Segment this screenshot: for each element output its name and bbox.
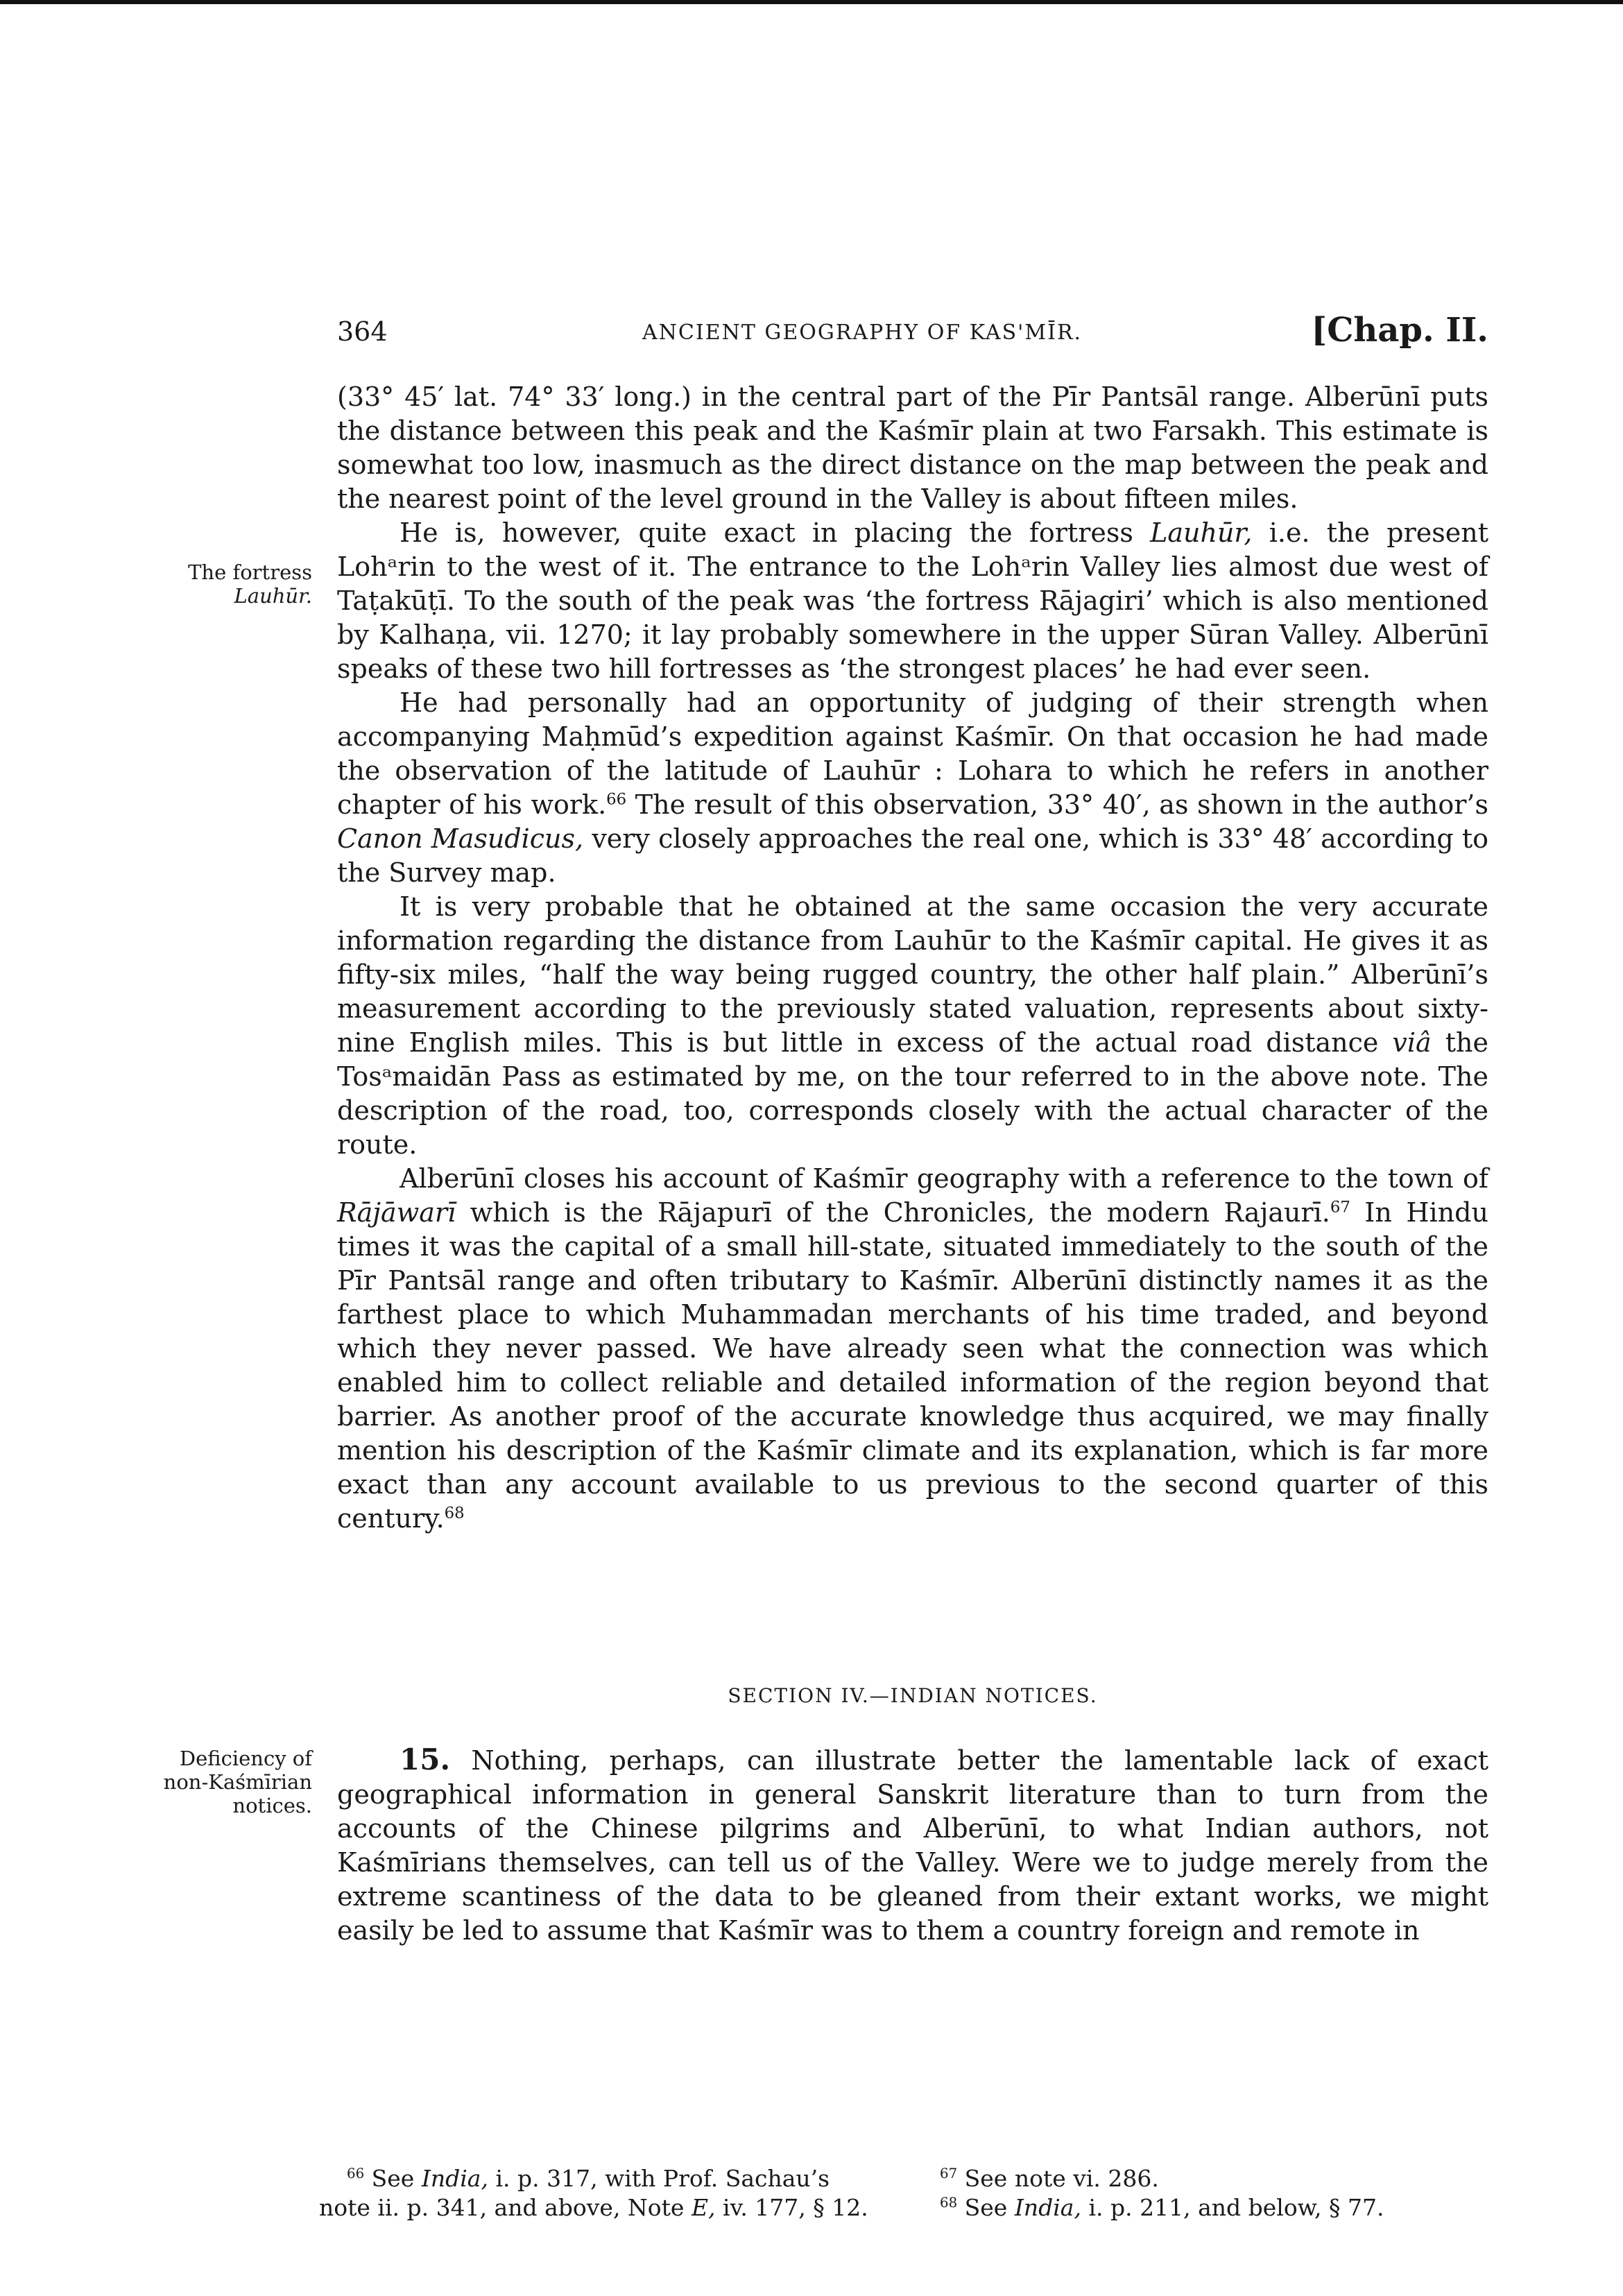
paragraph-number: 15.: [400, 1742, 451, 1776]
text-run: which is the Rājapurī of the Chronicles, the modern Rajaurī.: [456, 1197, 1330, 1228]
text-run: i. p. 211, and below, § 77.: [1081, 2194, 1384, 2221]
section-text: [337, 1742, 1488, 1948]
margin-note-line: The fortress: [188, 560, 312, 584]
footnote-line: [347, 2164, 916, 2193]
margin-note-line: Deficiency of: [179, 1747, 312, 1770]
text-run: See note vi. 286.: [957, 2165, 1159, 2192]
main-text: [337, 380, 1488, 1536]
margin-note-line: [83, 584, 312, 608]
emphasis: Rājāwarī: [337, 1197, 456, 1228]
footnote-number: 66: [347, 2166, 365, 2182]
paragraph-5: [337, 1162, 1488, 1536]
text-run: iv. 177, § 12.: [715, 2194, 868, 2221]
footnote-line: [319, 2193, 916, 2222]
text-run: See: [364, 2165, 422, 2192]
margin-note-emphasis: Lauhūr.: [234, 584, 312, 608]
footnote-ref: 66: [606, 790, 627, 809]
emphasis: Lauhūr,: [1150, 517, 1253, 548]
text-run: The result of this observation, 33° 40′, as shown in the author’s: [626, 789, 1488, 820]
footnote-number: 67: [940, 2166, 958, 2182]
emphasis: E,: [691, 2194, 716, 2221]
text-run: See: [957, 2194, 1015, 2221]
text-run: i. p. 317, with Prof. Sachau’s: [488, 2165, 830, 2192]
margin-note-line: notices.: [232, 1794, 312, 1817]
footnote-67: [940, 2164, 1509, 2193]
text-run: very closely approaches the real one, which is 33° 48′ according to the Survey map.: [337, 823, 1488, 888]
footnote-ref: 67: [1330, 1198, 1350, 1217]
page-header: [337, 311, 1488, 359]
text-run: note ii. p. 341, and above, Note: [319, 2194, 692, 2221]
paragraph-2: [337, 516, 1488, 686]
paragraph-3: [337, 686, 1488, 890]
footnote-67-68: [940, 2164, 1509, 2222]
text-run: He is, however, quite exact in placing the fortress: [400, 517, 1151, 548]
emphasis: India,: [421, 2165, 488, 2192]
emphasis: Canon Masudicus,: [337, 823, 584, 854]
top-border-rule: [0, 0, 1623, 4]
chapter-label: [Chap. II.: [1311, 311, 1488, 350]
page-number: 364: [337, 316, 388, 347]
paragraph-15: [337, 1742, 1488, 1948]
emphasis: viâ: [1392, 1027, 1432, 1058]
footnote-number: 68: [940, 2195, 958, 2211]
running-title: ANCIENT GEOGRAPHY OF KAS'MĪR.: [642, 320, 1083, 345]
text-run: He had personally had an opportunity of judging of their strength when accompanying Maḥmūd’s expedition against Kaśmīr. On that occasion he had made the observation of the latitude of Lauhūr : Lohara to which he refers in another chapter of his work.: [337, 687, 1488, 820]
emphasis: India,: [1014, 2194, 1081, 2221]
text-run: the Tosᵃmaidān Pass as estimated by me, on the tour referred to in the above note. The description of the road, too, corresponds closely with the actual character of the route.: [337, 1027, 1488, 1160]
margin-note-fortress: [83, 560, 312, 608]
margin-note-line: non-Kaśmīrian: [163, 1770, 312, 1794]
footnote-66: [319, 2164, 916, 2222]
text-run: i.e. the present Lohᵃrin to the west of it. The entrance to the Lohᵃrin Valley lies almost due west of Taṭakūṭī. To the south of the peak was ‘the fortress Rājagiri’ which is also mentioned by Kalhaṇa, vii. 1270; it lay probably somewhere in the upper Sūran Valley. Alberūnī speaks of these two hill fortresses as ‘the strongest places’ he had ever seen.: [337, 517, 1488, 684]
text-run: Alberūnī closes his account of Kaśmīr geography with a reference to the town of: [400, 1163, 1488, 1194]
margin-note-deficiency: [83, 1747, 312, 1817]
paragraph-4: [337, 890, 1488, 1162]
text-run: It is very probable that he obtained at the same occasion the very accurate information regarding the distance from Lauhūr to the Kaśmīr capital. He gives it as fifty-six miles, “half the way being rugged country, the other half plain.” Alberūnī’s measurement according to the previously stated valuation, represents about sixty-nine English miles. This is but little in excess of the actual road distance: [337, 891, 1488, 1058]
text-run: Nothing, perhaps, can illustrate better the lamentable lack of exact geographical information in general Sanskrit literature than to turn from the accounts of the Chinese pilgrims and Alberūnī, to what Indian authors, not Kaśmīrians themselves, can tell us of the Valley. Were we to judge merely from the extreme scantiness of the data to be gleaned from their extant works, we might easily be led to assume that Kaśmīr was to them a country foreign and remote in: [337, 1745, 1488, 1946]
footnote-68: [940, 2193, 1509, 2222]
footnote-ref: 68: [444, 1504, 465, 1523]
text-run: In Hindu times it was the capital of a small hill-state, situated immediately to the south of the Pīr Pantsāl range and often tributary to Kaśmīr. Alberūnī distinctly names it as the farthest place to which Muhammadan merchants of his time traded, and beyond which they never passed. We have already seen what the connection was which enabled him to collect reliable and detailed information of the region beyond that barrier. As another proof of the accurate knowledge thus acquired, we may finally mention his description of the Kaśmīr climate and its explanation, which is far more exact than any account available to us previous to the second quarter of this century.: [337, 1197, 1488, 1534]
section-heading: SECTION IV.—INDIAN NOTICES.: [728, 1684, 1098, 1707]
paragraph-1: (33° 45′ lat. 74° 33′ long.) in the central part of the Pīr Pantsāl range. Alberūnī puts the distance between this peak and the Kaśmīr plain at two Farsakh. This estimate is somewhat too low, inasmuch as the direct distance on the map between the peak and the nearest point of the level ground in the Valley is about fifteen miles.: [337, 382, 1488, 514]
